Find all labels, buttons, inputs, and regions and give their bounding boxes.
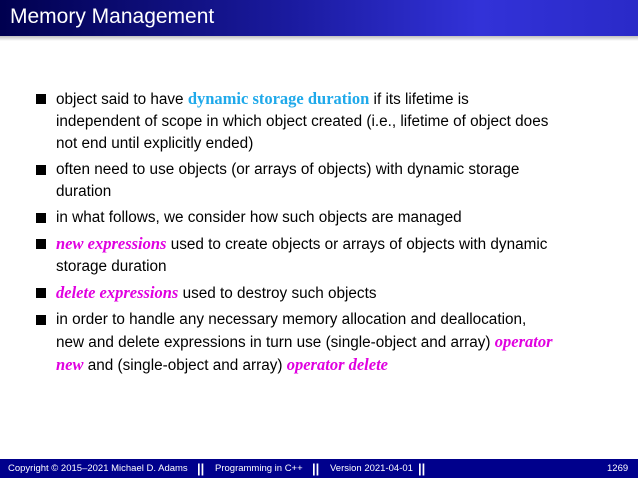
title-bar <box>0 0 638 36</box>
list-item: new expressions used to create objects or arrays of objects with dynamic storage duration <box>34 233 624 278</box>
term-new-expressions: new expressions <box>56 234 167 253</box>
term-delete-expressions: delete expressions <box>56 283 179 302</box>
list-item: in what follows, we consider how such objects are managed <box>34 207 624 229</box>
term-dynamic-storage-duration: dynamic storage duration <box>187 89 370 108</box>
footer-separator: || <box>197 461 205 476</box>
slide-content <box>34 88 624 381</box>
square-bullet-icon <box>36 165 46 175</box>
footer-bar <box>0 459 638 478</box>
footer-course: Programming in C++ <box>215 463 303 474</box>
square-bullet-icon <box>36 315 46 325</box>
list-item: delete expressions used to destroy such objects <box>34 282 624 305</box>
term-operator-delete: operator delete <box>286 355 388 374</box>
list-item: often need to use objects (or arrays of objects) with dynamic storage duration <box>34 159 624 203</box>
term-operator-new-cont: new <box>56 355 84 374</box>
footer-separator: || <box>312 461 320 476</box>
title-shadow <box>0 36 638 41</box>
page-title: Memory Management <box>10 5 215 28</box>
footer-copyright: Copyright © 2015–2021 Michael D. Adams <box>8 463 188 474</box>
footer-page-number: 1269 <box>607 463 629 474</box>
square-bullet-icon <box>36 239 46 249</box>
square-bullet-icon <box>36 94 46 104</box>
list-item: object said to have dynamic storage duration if its lifetime is independent of scope in which object created (i.e., lifetime of object does not end until explicitly ended) <box>34 88 624 155</box>
list-item: in order to handle any necessary memory allocation and deallocation, new and delete expressions in turn use (single-object and array) operator new and (single-object and array) operator delete <box>34 309 624 377</box>
square-bullet-icon <box>36 288 46 298</box>
footer-version: Version 2021-04-01 <box>330 463 413 474</box>
square-bullet-icon <box>36 213 46 223</box>
term-operator-new: operator <box>494 332 553 351</box>
bullet-list <box>34 88 624 377</box>
footer-separator: || <box>418 461 426 476</box>
